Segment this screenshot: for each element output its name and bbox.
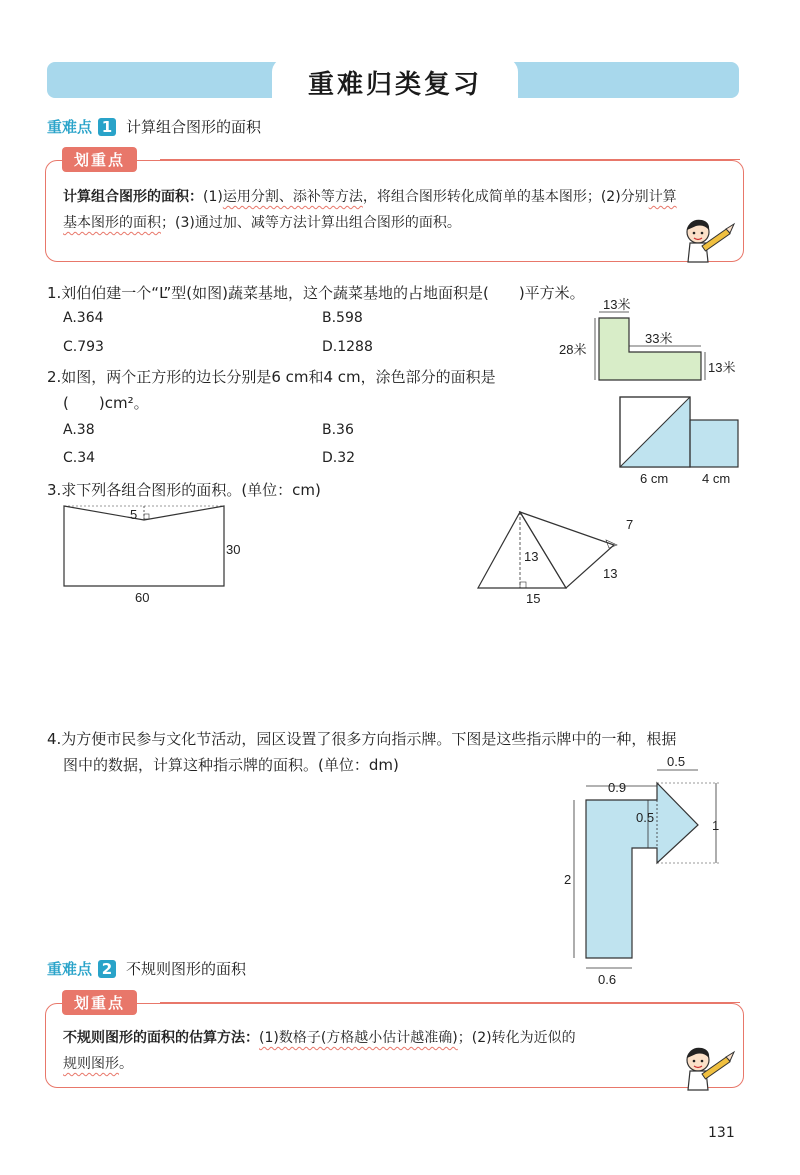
dimension-label: 0.5	[636, 810, 655, 825]
key-point-title: 不规则图形的面积	[126, 960, 247, 978]
dimension-label: 13	[524, 549, 539, 564]
wavy-underline-text: 规则图形	[63, 1056, 119, 1072]
option: D.1288	[322, 339, 373, 355]
boy-with-pencil-icon	[676, 1040, 740, 1100]
option: B.36	[322, 422, 354, 438]
dimension-label: 13米	[603, 297, 631, 312]
option: C.34	[63, 450, 96, 466]
dimension-label: 4 cm	[702, 471, 731, 486]
dimension-label: 15	[526, 591, 541, 606]
question-4-stem-line-2: 图中的数据，计算这种指示牌的面积。(单位：dm)	[63, 756, 399, 774]
dimension-label: 1	[712, 818, 720, 833]
dimension-label: 13米	[708, 360, 736, 375]
direction-sign-figure	[560, 750, 740, 990]
boy-with-pencil-icon	[676, 212, 740, 272]
option: A.38	[63, 422, 95, 438]
highlight-text-2	[63, 1025, 683, 1077]
dimension-label: 5	[130, 507, 138, 522]
page-title: 重难归类复习	[307, 70, 482, 100]
key-point-title: 计算组合图形的面积	[126, 118, 262, 136]
text-part: ，将组合图形转化成简单的基本图形；(2)分别	[362, 189, 649, 205]
highlight-tag: 划重点	[62, 147, 137, 172]
dimension-label: 0.5	[667, 754, 686, 769]
l-shape-figure	[555, 296, 755, 386]
dimension-label: 2	[564, 872, 572, 887]
wavy-underline-text: 运用分割、添补等方法	[222, 189, 363, 205]
dimension-label: 28米	[559, 342, 587, 357]
highlight-divider	[160, 159, 740, 160]
highlight-divider	[160, 1002, 740, 1003]
dimension-label: 33米	[645, 331, 673, 346]
dimension-label: 6 cm	[640, 471, 669, 486]
key-point-tag: 重难点	[47, 118, 93, 136]
text-part: 。	[119, 1056, 133, 1072]
text-part: ；(3)通过加、减等方法计算出组合图形的面积。	[161, 215, 461, 231]
dimension-label: 7	[626, 517, 634, 532]
highlight-bold: 计算组合图形的面积：	[63, 189, 203, 205]
question-1-stem: 1.刘伯伯建一个“L”型(如图)蔬菜基地，这个蔬菜基地的占地面积是( )平方米。	[47, 284, 585, 302]
notched-rectangle-figure	[60, 500, 260, 610]
dimension-label: 30	[226, 542, 241, 557]
key-point-1-heading	[47, 116, 261, 137]
question-2-blank: ( )cm²。	[63, 394, 149, 412]
key-point-number: 2	[98, 960, 116, 978]
question-2-stem: 2.如图，两个正方形的边长分别是6 cm和4 cm，涂色部分的面积是	[47, 368, 496, 386]
two-squares-figure	[612, 392, 752, 492]
dimension-label: 60	[135, 590, 150, 605]
key-point-2-heading	[47, 958, 246, 979]
text-part: (1)	[203, 189, 223, 205]
wavy-underline-text: (1)数格子(方格越小估计越准确)	[259, 1030, 458, 1046]
key-point-number: 1	[98, 118, 116, 136]
wavy-underline-text: 计算基本图形的面积	[63, 189, 677, 231]
trapezoid-triangle-figure	[470, 505, 650, 615]
highlight-text-1	[63, 184, 683, 236]
text-part: ；(2)转化为近似的	[457, 1030, 576, 1046]
key-point-tag: 重难点	[47, 960, 93, 978]
page-number: 131	[708, 1125, 735, 1141]
dimension-label: 0.6	[598, 972, 617, 987]
option: C.793	[63, 339, 104, 355]
highlight-tag: 划重点	[62, 990, 137, 1015]
option: A.364	[63, 310, 104, 326]
dimension-label: 0.9	[608, 780, 627, 795]
dimension-label: 13	[603, 566, 618, 581]
question-4-stem-line-1: 4.为方便市民参与文化节活动，园区设置了很多方向指示牌。下图是这些指示牌中的一种，根据	[47, 730, 677, 748]
option: D.32	[322, 450, 356, 466]
highlight-bold: 不规则图形的面积的估算方法：	[63, 1030, 259, 1046]
question-3-stem: 3.求下列各组合图形的面积。(单位：cm)	[47, 481, 321, 499]
option: B.598	[322, 310, 363, 326]
